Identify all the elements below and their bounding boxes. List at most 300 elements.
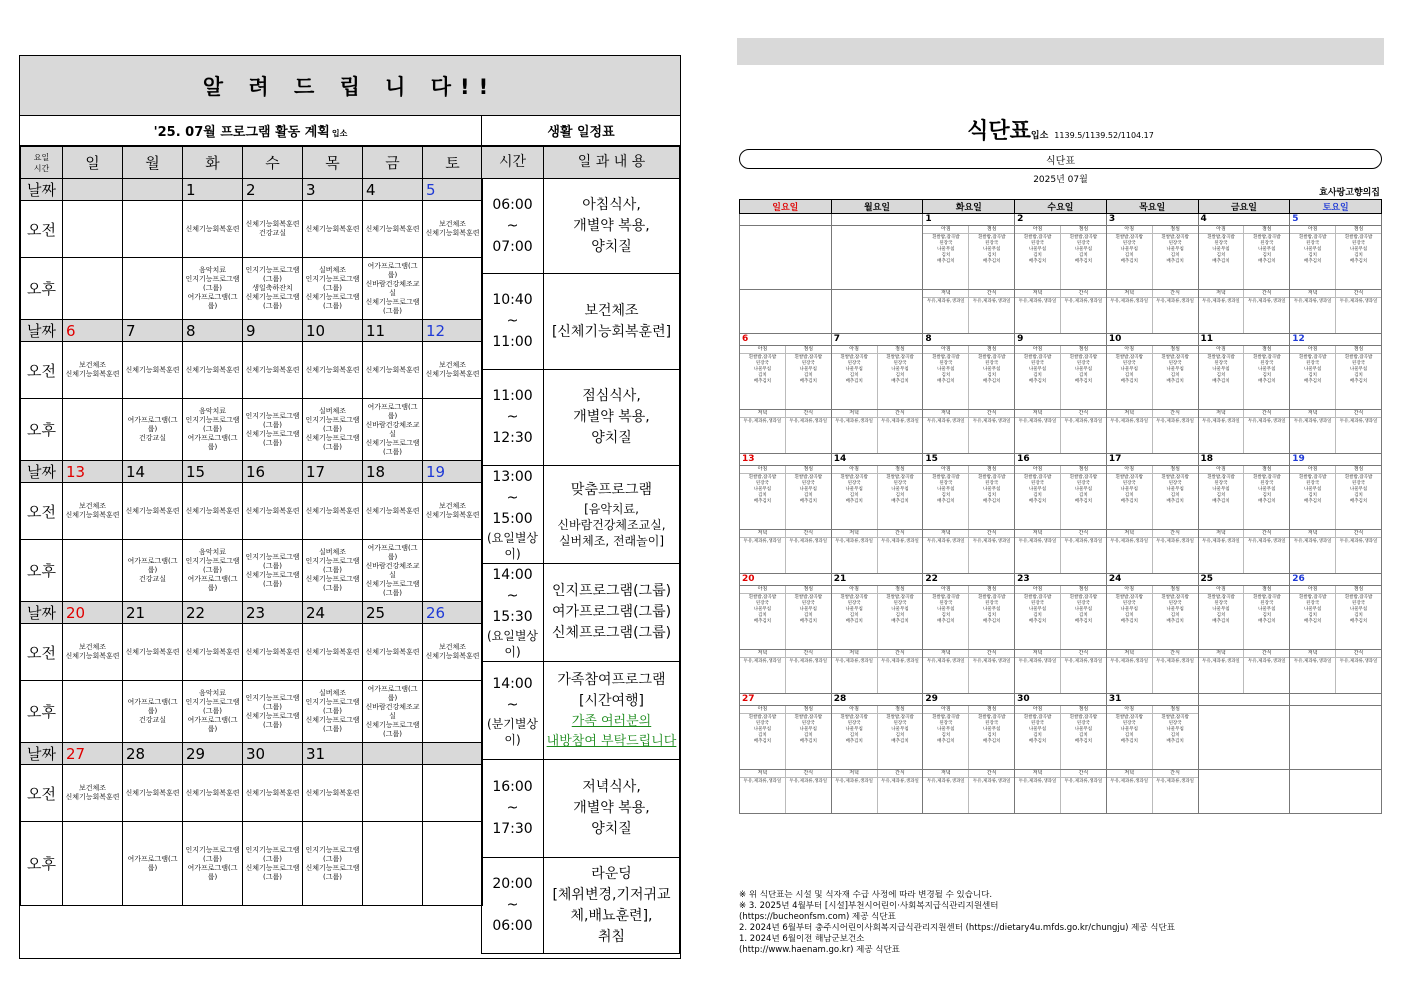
date-cell: 3 bbox=[303, 179, 363, 201]
meal-heading: 점심 bbox=[878, 586, 923, 594]
meal-cell bbox=[740, 650, 832, 694]
meal-heading: 간식 bbox=[1061, 410, 1106, 418]
meal-menu: 흰쌀밥,잡곡밥 된장국 나물무침 김치 배추김치 bbox=[1298, 475, 1327, 504]
empty-cell bbox=[1198, 706, 1290, 770]
meal-date: 20 bbox=[740, 574, 832, 586]
meal-heading: 아침 bbox=[1290, 586, 1335, 594]
meal-cell bbox=[1290, 290, 1382, 334]
meal-menu: 두유,제과류,생과일 bbox=[1202, 419, 1240, 424]
meal-menu: 두유,제과류,생과일 bbox=[1018, 659, 1057, 664]
date-cell: 22 bbox=[183, 602, 243, 624]
schedule-header-row bbox=[482, 147, 680, 179]
meal-cell bbox=[1015, 530, 1107, 574]
meal-menu: 흰쌀밥,잡곡밥 된장국 나물무침 김치 배추김치 bbox=[1344, 595, 1373, 624]
meal-heading: 저녁 bbox=[1290, 530, 1335, 538]
schedule-activity bbox=[544, 370, 680, 466]
meal-cell bbox=[923, 346, 1015, 410]
schedule-activity bbox=[544, 760, 680, 858]
meal-weekday-header: 수요일 bbox=[1015, 200, 1107, 214]
meal-menu: 두유,제과류,생과일 bbox=[1247, 659, 1286, 664]
meal-heading: 점심 bbox=[1153, 346, 1198, 354]
meal-menu: 두유,제과류,생과일 bbox=[927, 539, 965, 544]
meal-menu: 두유,제과류,생과일 bbox=[1293, 659, 1332, 664]
meal-date: 25 bbox=[1198, 574, 1290, 586]
meal-cell bbox=[1290, 346, 1382, 410]
meal-menu: 흰쌀밥,잡곡밥 된장국 나물무침 김치 배추김치 bbox=[1161, 595, 1189, 624]
time-range: 14:00 ~ bbox=[492, 675, 533, 713]
meal-cell bbox=[1290, 410, 1382, 454]
meal-menu: 흰쌀밥,잡곡밥 된장국 나물무침 김치 배추김치 bbox=[1298, 235, 1327, 264]
meal-date: 22 bbox=[923, 574, 1015, 586]
meal-menu: 두유,제과류,생과일 bbox=[881, 419, 919, 424]
date-cell: 31 bbox=[303, 743, 363, 765]
meal-heading: 점심 bbox=[1153, 706, 1198, 714]
note-line: (http://www.haenam.go.kr) 제공 식단표 bbox=[739, 945, 900, 955]
meal-menu: 두유,제과류,생과일 bbox=[835, 659, 873, 664]
activity-text: 저녁식사, 개별약 복용, 양치질 bbox=[573, 779, 650, 837]
meal-heading: 저녁 bbox=[1290, 290, 1335, 298]
meal-menu: 흰쌀밥,잡곡밥 된장국 나물무침 김치 배추김치 bbox=[1069, 715, 1098, 744]
meal-date: 1 bbox=[923, 214, 1015, 226]
meal-heading: 간식 bbox=[1061, 770, 1106, 778]
meal-cell bbox=[1290, 226, 1382, 290]
activity-cell bbox=[423, 822, 483, 906]
activity-cell: 신체기능회복훈련 bbox=[363, 201, 423, 258]
meal-menu: 흰쌀밥,잡곡밥 된장국 나물무침 김치 배추김치 bbox=[1023, 355, 1052, 384]
meal-heading: 간식 bbox=[1153, 770, 1198, 778]
am-row bbox=[21, 765, 483, 822]
meal-date: 16 bbox=[1015, 454, 1107, 466]
meal-heading: 아침 bbox=[1107, 586, 1152, 594]
activity-note: 가족 여러분의 내방참여 부탁드립니다 bbox=[546, 713, 677, 749]
meal-heading: 점심 bbox=[1153, 226, 1198, 234]
meal-cell bbox=[1015, 650, 1107, 694]
meal-heading: 저녁 bbox=[923, 650, 968, 658]
schedule-row bbox=[482, 662, 680, 760]
pm-label: 오후 bbox=[21, 258, 63, 320]
meal-heading: 저녁 bbox=[923, 290, 968, 298]
time-note: (분기별상이) bbox=[486, 716, 539, 747]
am-label: 오전 bbox=[21, 483, 63, 540]
date-cell: 8 bbox=[183, 320, 243, 342]
meal-heading: 아침 bbox=[740, 346, 785, 354]
meal-date: 15 bbox=[923, 454, 1015, 466]
meal-heading: 저녁 bbox=[740, 410, 785, 418]
meal-cell bbox=[1290, 650, 1382, 694]
schedule-row bbox=[482, 370, 680, 466]
meal-date: 23 bbox=[1015, 574, 1107, 586]
activity-cell: 여가프로그램(그룹) 건강교실 bbox=[123, 540, 183, 602]
meal-heading: 저녁 bbox=[740, 770, 785, 778]
meal-heading: 저녁 bbox=[1199, 410, 1244, 418]
meal-heading: 점심 bbox=[786, 586, 831, 594]
header-bar bbox=[737, 38, 1384, 65]
activity-cell: 신체기능회복훈련 bbox=[303, 624, 363, 681]
meal-date: 31 bbox=[1106, 694, 1198, 706]
activity-cell: 보건체조 신체기능회복훈련 bbox=[63, 624, 123, 681]
meal-date-row bbox=[740, 454, 1382, 466]
meal-cell bbox=[1198, 530, 1290, 574]
schedule-time-header: 시간 bbox=[482, 147, 544, 179]
date-cell: 13 bbox=[63, 461, 123, 483]
meal-date: 18 bbox=[1198, 454, 1290, 466]
time-range: 20:00 ~ 06:00 bbox=[492, 876, 533, 934]
schedule-time bbox=[482, 370, 544, 466]
meal-menu: 두유,제과류,생과일 bbox=[972, 779, 1011, 784]
program-calendar bbox=[20, 146, 483, 906]
activity-text: 맞춤프로그램 bbox=[570, 482, 653, 498]
meal-menu: 두유,제과류,생과일 bbox=[1247, 419, 1286, 424]
meal-heading: 간식 bbox=[1153, 410, 1198, 418]
am-label: 오전 bbox=[21, 342, 63, 399]
activity-text: 아침식사, 개별약 복용, 양치질 bbox=[573, 196, 650, 255]
meal-heading: 간식 bbox=[878, 650, 923, 658]
empty-cell bbox=[831, 226, 923, 290]
pm-label: 오후 bbox=[21, 399, 63, 461]
meal-row-1 bbox=[740, 346, 1382, 410]
meal-menu: 두유,제과류,생과일 bbox=[972, 299, 1011, 304]
activity-cell bbox=[63, 681, 123, 743]
meal-row-2 bbox=[740, 770, 1382, 814]
activity-cell bbox=[63, 201, 123, 258]
meal-cell bbox=[831, 530, 923, 574]
meal-date: 4 bbox=[1198, 214, 1290, 226]
schedule-title: 생활 일정표 bbox=[482, 116, 680, 146]
activity-cell: 보건체조 신체기능회복훈련 bbox=[423, 342, 483, 399]
meal-menu: 흰쌀밥,잡곡밥 된장국 나물무침 김치 배추김치 bbox=[794, 595, 823, 624]
meal-heading: 저녁 bbox=[1015, 290, 1060, 298]
activity-cell: 여가프로그램(그룹) 건강교실 bbox=[123, 681, 183, 743]
meal-menu: 흰쌀밥,잡곡밥 된장국 나물무침 김치 배추김치 bbox=[886, 595, 914, 624]
date-cell bbox=[63, 179, 123, 201]
meal-heading: 아침 bbox=[832, 466, 877, 474]
meal-heading: 아침 bbox=[1107, 346, 1152, 354]
meal-row-2 bbox=[740, 530, 1382, 574]
meal-menu: 흰쌀밥,잡곡밥 된장국 나물무침 김치 배추김치 bbox=[840, 355, 868, 384]
meal-menu: 흰쌀밥,잡곡밥 된장국 나물무침 김치 배추김치 bbox=[1115, 355, 1143, 384]
meal-menu: 흰쌀밥,잡곡밥 된장국 나물무침 김치 배추김치 bbox=[748, 355, 777, 384]
activity-cell: 신체기능회복훈련 bbox=[363, 483, 423, 540]
meal-menu: 두유,제과류,생과일 bbox=[1339, 299, 1378, 304]
meal-heading: 저녁 bbox=[923, 530, 968, 538]
meal-menu: 흰쌀밥,잡곡밥 된장국 나물무침 김치 배추김치 bbox=[886, 355, 914, 384]
meal-row-1 bbox=[740, 466, 1382, 530]
meal-heading: 저녁 bbox=[740, 530, 785, 538]
date-row-label: 날짜 bbox=[21, 179, 63, 201]
meal-cell bbox=[1198, 290, 1290, 334]
activity-cell: 신체기능회복훈련 bbox=[243, 342, 303, 399]
meal-cell bbox=[740, 770, 832, 814]
meal-heading: 점심 bbox=[878, 466, 923, 474]
menu-label: 식단표 bbox=[739, 149, 1382, 169]
meal-row-1 bbox=[740, 706, 1382, 770]
meal-date: 11 bbox=[1198, 334, 1290, 346]
date-cell: 1 bbox=[183, 179, 243, 201]
meal-menu: 두유,제과류,생과일 bbox=[789, 779, 828, 784]
meal-cell bbox=[831, 586, 923, 650]
meal-cell bbox=[1198, 466, 1290, 530]
time-range: 16:00 ~ 17:30 bbox=[492, 779, 533, 837]
meal-heading: 아침 bbox=[1290, 226, 1335, 234]
meal-menu: 흰쌀밥,잡곡밥 된장국 나물무침 김치 배추김치 bbox=[1161, 355, 1189, 384]
schedule-time bbox=[482, 564, 544, 662]
meal-heading: 아침 bbox=[923, 346, 968, 354]
activity-cell: 보건체조 신체기능회복훈련 bbox=[423, 624, 483, 681]
activity-cell: 보건체조 신체기능회복훈련 bbox=[63, 342, 123, 399]
schedule-activity bbox=[544, 564, 680, 662]
activity-cell: 보건체조 신체기능회복훈련 bbox=[423, 201, 483, 258]
activity-cell: 인지기능프로그램(그룹) 여가프로그램(그룹) bbox=[183, 822, 243, 906]
meal-menu: 두유,제과류,생과일 bbox=[743, 659, 782, 664]
meal-cell bbox=[923, 410, 1015, 454]
meal-cell bbox=[923, 290, 1015, 334]
meal-cell bbox=[831, 770, 923, 814]
date-cell: 20 bbox=[63, 602, 123, 624]
date-row-label: 날짜 bbox=[21, 602, 63, 624]
meal-heading: 저녁 bbox=[740, 650, 785, 658]
activity-cell bbox=[63, 822, 123, 906]
meal-menu: 흰쌀밥,잡곡밥 된장국 나물무침 김치 배추김치 bbox=[1344, 355, 1373, 384]
meal-menu: 흰쌀밥,잡곡밥 된장국 나물무침 김치 배추김치 bbox=[1298, 355, 1327, 384]
note-line: (https://bucheonfsm.com) 제공 식단표 bbox=[739, 912, 896, 922]
meal-date: 3 bbox=[1106, 214, 1198, 226]
note-line: ※ 3. 2025년 4월부터 [시설]부천시어린이·사회복지급식관리지원센터 bbox=[739, 901, 999, 911]
meal-menu: 흰쌀밥,잡곡밥 된장국 나물무침 김치 배추김치 bbox=[886, 475, 914, 504]
pm-row bbox=[21, 540, 483, 602]
meal-heading: 점심 bbox=[969, 586, 1014, 594]
schedule-row bbox=[482, 466, 680, 564]
meal-heading: 점심 bbox=[1336, 346, 1381, 354]
meal-heading: 점심 bbox=[1061, 586, 1106, 594]
meal-menu: 두유,제과류,생과일 bbox=[1064, 779, 1103, 784]
empty-cell bbox=[831, 290, 923, 334]
activity-cell: 음악치료 인지기능프로그램(그룹) 여가프로그램(그룹) bbox=[183, 399, 243, 461]
meal-menu: 두유,제과류,생과일 bbox=[1156, 299, 1194, 304]
meal-menu: 두유,제과류,생과일 bbox=[1202, 659, 1240, 664]
meal-cell bbox=[923, 226, 1015, 290]
schedule-activity bbox=[544, 274, 680, 370]
meal-heading: 간식 bbox=[1244, 530, 1289, 538]
meal-cell bbox=[1106, 706, 1198, 770]
meal-menu: 두유,제과류,생과일 bbox=[972, 539, 1011, 544]
meal-heading: 아침 bbox=[923, 226, 968, 234]
meal-menu: 두유,제과류,생과일 bbox=[835, 419, 873, 424]
schedule-time bbox=[482, 662, 544, 760]
meal-heading: 점심 bbox=[1061, 706, 1106, 714]
meal-menu: 흰쌀밥,잡곡밥 된장국 나물무침 김치 배추김치 bbox=[977, 235, 1006, 264]
meal-menu: 흰쌀밥,잡곡밥 된장국 나물무침 김치 배추김치 bbox=[748, 475, 777, 504]
activity-cell: 신체기능회복훈련 bbox=[243, 624, 303, 681]
schedule-activity bbox=[544, 179, 680, 274]
meal-heading: 저녁 bbox=[832, 650, 877, 658]
schedule-row bbox=[482, 858, 680, 954]
meal-menu: 두유,제과류,생과일 bbox=[1293, 539, 1332, 544]
date-cell: 6 bbox=[63, 320, 123, 342]
meal-menu: 두유,제과류,생과일 bbox=[1110, 419, 1149, 424]
date-row bbox=[21, 179, 483, 201]
meal-heading: 아침 bbox=[1015, 346, 1060, 354]
activity-cell: 보건체조 신체기능회복훈련 bbox=[423, 483, 483, 540]
meal-weekday-header: 일요일 bbox=[740, 200, 832, 214]
activity-cell: 인지기능프로그램(그룹) 생일축하잔치 신체기능프로그램(그룹) bbox=[243, 258, 303, 320]
meal-heading: 점심 bbox=[1061, 466, 1106, 474]
meal-menu: 두유,제과류,생과일 bbox=[743, 779, 782, 784]
meal-heading: 아침 bbox=[1107, 226, 1152, 234]
meal-heading: 저녁 bbox=[832, 530, 877, 538]
meal-row-2 bbox=[740, 290, 1382, 334]
activity-cell bbox=[63, 258, 123, 320]
activity-cell bbox=[63, 540, 123, 602]
meal-menu: 두유,제과류,생과일 bbox=[1202, 299, 1240, 304]
pm-label: 오후 bbox=[21, 822, 63, 906]
meal-heading: 간식 bbox=[1336, 410, 1381, 418]
meal-cell bbox=[1015, 346, 1107, 410]
activity-cell: 음악치료 인지기능프로그램(그룹) 여가프로그램(그룹) bbox=[183, 681, 243, 743]
activity-cell bbox=[423, 399, 483, 461]
note-line: 2. 2024년 6월부터 충주시어린이사회복지급식관리지원센터 (https://dietary4u.mfds.go.kr/chungju) 제공 식단표 bbox=[739, 923, 1175, 933]
meal-heading: 점심 bbox=[969, 706, 1014, 714]
meal-cell bbox=[1290, 466, 1382, 530]
date-row bbox=[21, 461, 483, 483]
meal-menu: 두유,제과류,생과일 bbox=[1202, 539, 1240, 544]
meal-cell bbox=[1106, 290, 1198, 334]
meal-menu: 두유,제과류,생과일 bbox=[927, 779, 965, 784]
activity-cell: 신체기능회복훈련 bbox=[303, 765, 363, 822]
activity-cell bbox=[363, 822, 423, 906]
pm-row bbox=[21, 681, 483, 743]
date-cell: 23 bbox=[243, 602, 303, 624]
meal-menu: 두유,제과류,생과일 bbox=[927, 419, 965, 424]
calendar-title bbox=[20, 116, 482, 146]
meal-heading: 저녁 bbox=[1015, 650, 1060, 658]
meal-cell bbox=[923, 466, 1015, 530]
meal-menu: 흰쌀밥,잡곡밥 된장국 나물무침 김치 배추김치 bbox=[1069, 595, 1098, 624]
date-cell: 17 bbox=[303, 461, 363, 483]
meal-menu: 흰쌀밥,잡곡밥 된장국 나물무침 김치 배추김치 bbox=[977, 715, 1006, 744]
pm-row bbox=[21, 258, 483, 320]
meal-heading: 간식 bbox=[1153, 530, 1198, 538]
meal-menu: 두유,제과류,생과일 bbox=[743, 539, 782, 544]
meal-heading: 아침 bbox=[740, 586, 785, 594]
calendar-title-text: '25. 07월 프로그램 활동 계획 bbox=[153, 125, 330, 140]
meal-cell bbox=[1106, 770, 1198, 814]
meal-menu: 흰쌀밥,잡곡밥 된장국 나물무침 김치 배추김치 bbox=[1161, 235, 1189, 264]
meal-row-2 bbox=[740, 410, 1382, 454]
meal-heading: 간식 bbox=[1061, 650, 1106, 658]
meal-menu: 두유,제과류,생과일 bbox=[1064, 659, 1103, 664]
activity-cell: 여가프로그램(그룹) 신바람건강체조교실 신체기능프로그램(그룹) bbox=[363, 540, 423, 602]
meal-heading: 간식 bbox=[878, 410, 923, 418]
meal-menu: 흰쌀밥,잡곡밥 된장국 나물무침 김치 배추김치 bbox=[840, 475, 868, 504]
meal-menu: 흰쌀밥,잡곡밥 된장국 나물무침 김치 배추김치 bbox=[1253, 355, 1281, 384]
date-cell: 5 bbox=[423, 179, 483, 201]
meal-date: 28 bbox=[831, 694, 923, 706]
meal-date-row bbox=[740, 334, 1382, 346]
date-cell: 12 bbox=[423, 320, 483, 342]
activity-cell bbox=[123, 258, 183, 320]
activity-cell: 신체기능회복훈련 bbox=[363, 624, 423, 681]
meal-date: 27 bbox=[740, 694, 832, 706]
meal-date: 29 bbox=[923, 694, 1015, 706]
activity-cell bbox=[423, 765, 483, 822]
meal-menu: 흰쌀밥,잡곡밥 된장국 나물무침 김치 배추김치 bbox=[1161, 475, 1189, 504]
empty-cell bbox=[740, 290, 832, 334]
time-note: (요일별상이) bbox=[486, 531, 539, 561]
time-note: (요일별상이) bbox=[486, 629, 539, 659]
weekday-header: 토 bbox=[423, 147, 483, 179]
date-cell: 24 bbox=[303, 602, 363, 624]
am-label: 오전 bbox=[21, 624, 63, 681]
meal-heading: 간식 bbox=[878, 530, 923, 538]
am-row bbox=[21, 201, 483, 258]
meal-menu: 흰쌀밥,잡곡밥 된장국 나물무침 김치 배추김치 bbox=[977, 595, 1006, 624]
date-cell: 16 bbox=[243, 461, 303, 483]
meal-heading: 점심 bbox=[969, 226, 1014, 234]
empty-cell bbox=[1290, 706, 1382, 770]
meal-cell bbox=[923, 650, 1015, 694]
meal-heading: 간식 bbox=[786, 650, 831, 658]
meal-heading: 점심 bbox=[786, 466, 831, 474]
meal-heading: 아침 bbox=[832, 706, 877, 714]
meal-row-1 bbox=[740, 586, 1382, 650]
meal-menu: 흰쌀밥,잡곡밥 된장국 나물무침 김치 배추김치 bbox=[1069, 355, 1098, 384]
meal-date: 5 bbox=[1290, 214, 1382, 226]
activity-cell: 신체기능회복훈련 건강교실 bbox=[243, 201, 303, 258]
meal-date: 14 bbox=[831, 454, 923, 466]
meal-menu: 흰쌀밥,잡곡밥 된장국 나물무침 김치 배추김치 bbox=[1023, 235, 1052, 264]
meal-cell bbox=[923, 586, 1015, 650]
meal-date: 19 bbox=[1290, 454, 1382, 466]
meal-heading: 점심 bbox=[1061, 346, 1106, 354]
activity-cell: 신체기능회복훈련 bbox=[123, 765, 183, 822]
meal-menu: 흰쌀밥,잡곡밥 된장국 나물무침 김치 배추김치 bbox=[1115, 235, 1143, 264]
activity-cell: 신체기능회복훈련 bbox=[123, 624, 183, 681]
activity-cell: 인지기능프로그램(그룹) 신체기능프로그램(그룹) bbox=[243, 399, 303, 461]
meal-date: 7 bbox=[831, 334, 923, 346]
date-cell: 26 bbox=[423, 602, 483, 624]
activity-cell: 인지기능프로그램(그룹) 신체기능프로그램(그룹) bbox=[303, 822, 363, 906]
meal-heading: 아침 bbox=[740, 706, 785, 714]
meal-heading: 간식 bbox=[786, 770, 831, 778]
meal-cell bbox=[1198, 226, 1290, 290]
activity-cell: 여가프로그램(그룹) 건강교실 bbox=[123, 399, 183, 461]
meal-cell bbox=[1106, 226, 1198, 290]
date-cell bbox=[423, 743, 483, 765]
meal-heading: 아침 bbox=[1015, 226, 1060, 234]
date-row bbox=[21, 602, 483, 624]
time-range: 14:00 ~ 15:30 bbox=[492, 567, 533, 625]
am-row bbox=[21, 483, 483, 540]
meal-cell bbox=[1015, 586, 1107, 650]
schedule-content-header: 일 과 내 용 bbox=[544, 147, 680, 179]
meal-heading: 저녁 bbox=[1290, 650, 1335, 658]
meal-menu: 두유,제과류,생과일 bbox=[743, 419, 782, 424]
meal-cell bbox=[1015, 290, 1107, 334]
meal-heading: 간식 bbox=[969, 410, 1014, 418]
schedule-time bbox=[482, 858, 544, 954]
calendar-title-suffix: 입소 bbox=[331, 128, 348, 138]
meal-menu: 두유,제과류,생과일 bbox=[1339, 659, 1378, 664]
activity-cell: 실버체조 인지기능프로그램(그룹) 신체기능프로그램(그룹) bbox=[303, 681, 363, 743]
meal-heading: 점심 bbox=[1244, 346, 1289, 354]
meal-menu: 흰쌀밥,잡곡밥 된장국 나물무침 김치 배추김치 bbox=[977, 475, 1006, 504]
meal-heading: 저녁 bbox=[1107, 770, 1152, 778]
calendar-corner bbox=[21, 147, 63, 179]
meal-date: 24 bbox=[1106, 574, 1198, 586]
meal-menu: 흰쌀밥,잡곡밥 된장국 나물무침 김치 배추김치 bbox=[1207, 475, 1235, 504]
meal-weekday-header: 토요일 bbox=[1290, 200, 1382, 214]
meal-heading: 간식 bbox=[969, 770, 1014, 778]
